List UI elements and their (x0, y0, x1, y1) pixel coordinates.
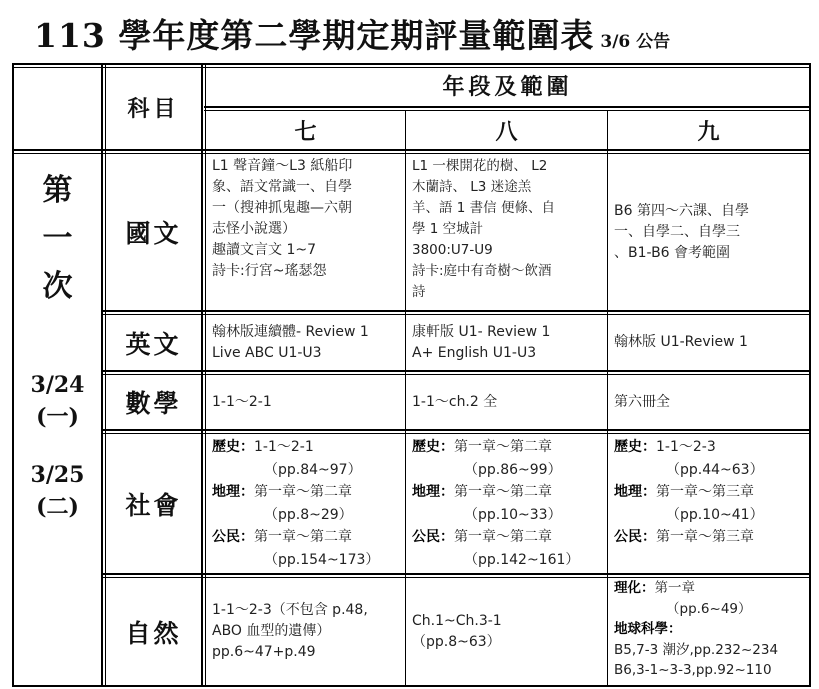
subject-english: 英文 (125, 329, 182, 359)
subject-header: 科目 (127, 95, 180, 122)
chinese-grade-8: L1 一棵開花的樹、 L2 木蘭詩、 L3 迷途羔 羊、語 1 書信 便條、自 學 1 空城計 3800:U7-U9 詩卡:庭中有奇樹～飲酒 詩 (412, 158, 555, 300)
social-grade-8: 歷史：第一章～第二章 （pp.86~99） 地理：第一章～第二章 （pp.10~33） 公民：第一章～第二章 （pp.142~161） (412, 439, 580, 568)
exam-name-char: 次 (42, 269, 73, 304)
title-note: 3/6 公告 (600, 32, 671, 52)
exam-date: 3/24 (30, 372, 85, 398)
math-grade-9: 第六冊全 (614, 393, 670, 410)
chinese-grade-9: B6 第四～六課、自學 一、自學二、自學三 、B1-B6 會考範圍 (614, 202, 749, 261)
exam-date: 3/25 (30, 462, 85, 488)
exam-weekday: (一) (36, 404, 79, 430)
english-grade-7: 翰林版連續體- Review 1 Live ABC U1-U3 (212, 323, 369, 361)
science-grade-7: 1-1～2-3（不包含 p.48, ABO 血型的遺傳） pp.6~47+p.49 (212, 602, 368, 660)
grade-9-header: 九 (697, 118, 720, 145)
exam-name-char: 一 (42, 221, 73, 256)
subject-social: 社會 (125, 490, 182, 520)
page-title (34, 10, 671, 55)
grade-7-header: 七 (294, 118, 317, 145)
math-grade-8: 1-1～ch.2 全 (412, 393, 498, 410)
title-main: 113 學年度第二學期定期評量範圍表 (34, 16, 595, 55)
subject-chinese: 國文 (125, 219, 182, 248)
english-grade-9: 翰林版 U1-Review 1 (614, 334, 748, 350)
english-grade-8: 康軒版 U1- Review 1 A+ English U1-U3 (412, 323, 551, 361)
social-grade-7: 歷史：1-1～2-1 （pp.84~97） 地理：第一章～第二章 （pp.8~29） 公民：第一章～第二章 （pp.154~173） (212, 439, 380, 568)
schedule-table (12, 63, 811, 687)
grade-8-header: 八 (495, 118, 518, 145)
subject-math: 數學 (125, 389, 182, 418)
science-grade-8: Ch.1~Ch.3-1 （pp.8~63） (412, 612, 502, 650)
exam-name-char: 第 (42, 173, 73, 208)
exam-weekday: (二) (36, 494, 79, 520)
subject-science: 自然 (125, 618, 182, 648)
social-grade-9: 歷史：1-1～2-3 （pp.44~63） 地理：第一章～第三章 （pp.10~41） 公民：第一章～第三章 (614, 439, 764, 545)
science-grade-9: 理化：第一章 （pp.6~49） 地球科學： B5,7-3 潮汐,pp.232~234 B6,3-1~3-3,pp.92~110 (614, 580, 779, 678)
exam-label (14, 155, 101, 685)
chinese-grade-7: L1 聲音鐘～L3 紙船印 象、語文常識一、自學 一（搜神抓鬼趣—六朝 志怪小說選） 趣讀文言文 1~7 詩卡:行宮~瑤瑟怨 (212, 158, 353, 279)
math-grade-7: 1-1～2-1 (212, 393, 272, 410)
range-header: 年段及範圍 (442, 74, 573, 100)
